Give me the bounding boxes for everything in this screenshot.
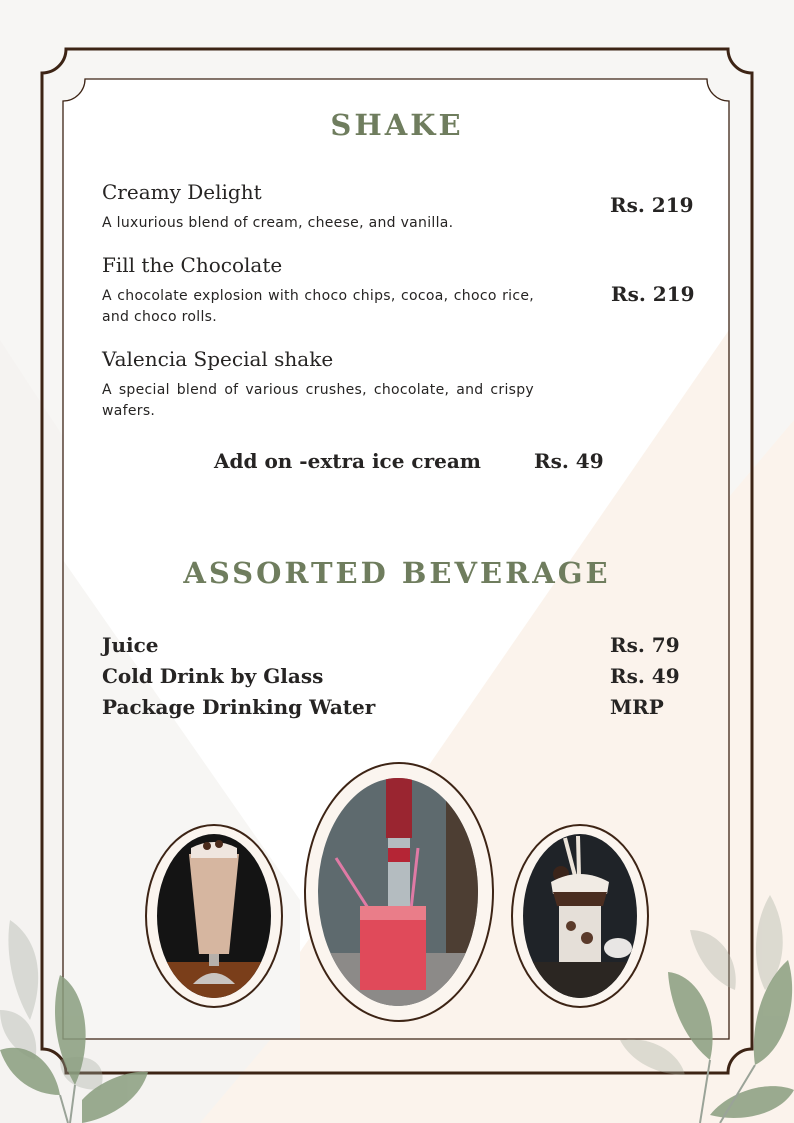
red-drink-photo-frame [304,762,494,1022]
addon-price: Rs. 49 [534,449,604,473]
menu-item-price: Rs. 219 [610,193,694,217]
menu-item-name: Creamy Delight [102,180,262,204]
beverage-item-name: Cold Drink by Glass [102,664,324,688]
beverage-item-price: MRP [610,695,664,719]
beverage-item-name: Juice [102,633,159,657]
menu-item-name: Fill the Chocolate [102,253,283,277]
addon-label: Add on -extra ice cream [214,449,481,473]
beverage-item-price: Rs. 49 [610,664,680,688]
section-title-beverage: ASSORTED BEVERAGE [183,556,611,590]
menu-item-description: A luxurious blend of cream, cheese, and vanilla. [102,215,454,231]
menu-item-description: A chocolate explosion with choco chips, cocoa, choco rice, and choco rolls. [102,288,534,325]
beverage-item-name: Package Drinking Water [102,695,376,719]
beverage-item-price: Rs. 79 [610,633,680,657]
menu-item-description: A special blend of various crushes, chocolate, and crispy wafers. [102,382,534,419]
leaf-decoration-left [0,900,200,1123]
red-drink-pour-photo [318,778,478,1006]
menu-item-price: Rs. 219 [611,282,695,306]
section-title-shake: SHAKE [330,108,464,142]
menu-item-name: Valencia Special shake [102,347,334,371]
leaf-decoration-right [600,890,794,1123]
